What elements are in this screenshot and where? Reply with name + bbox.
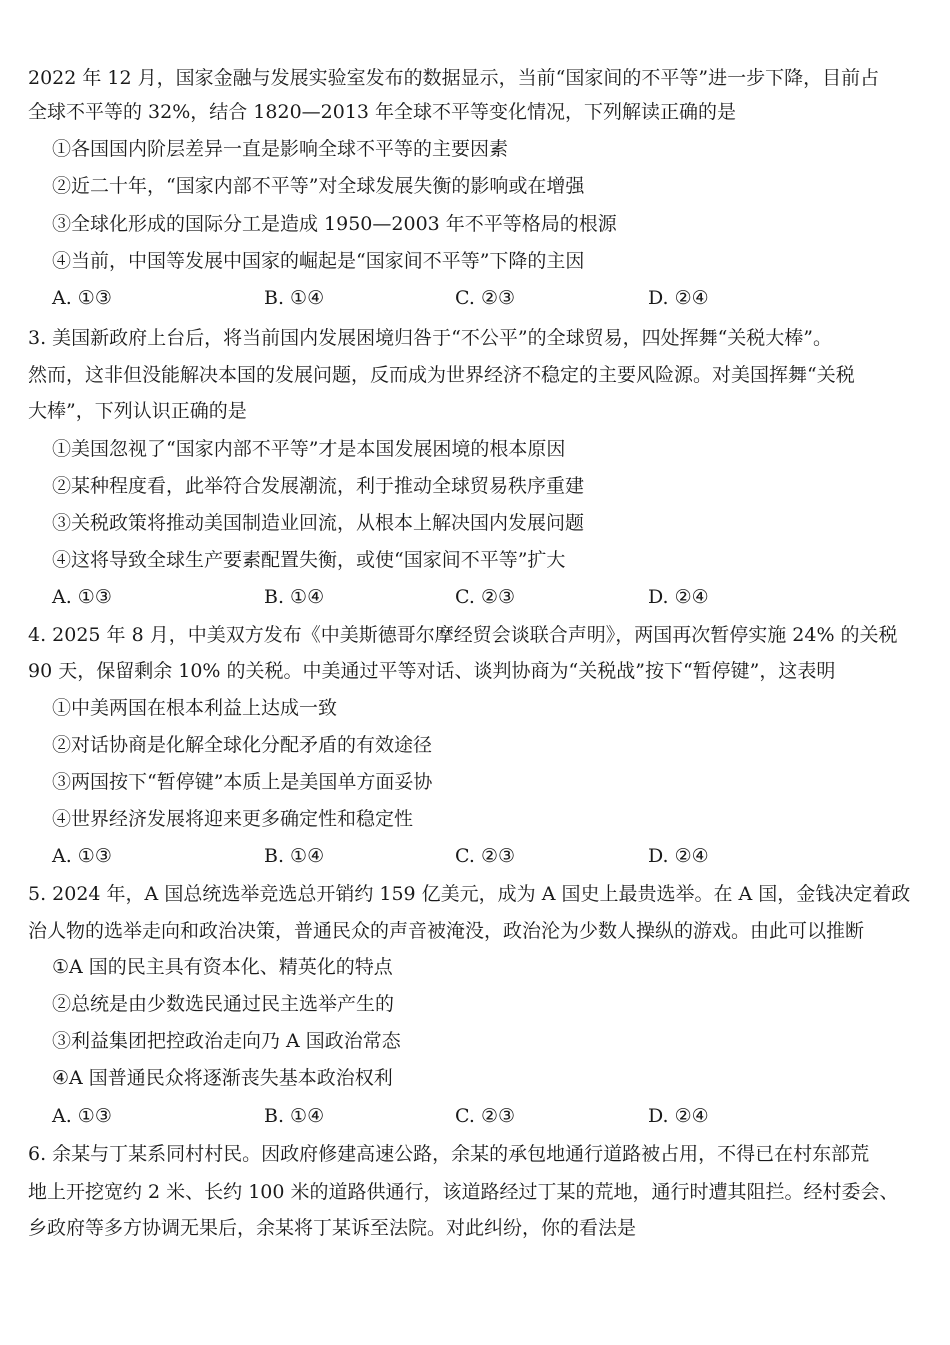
- option-2: ②某种程度看，此举符合发展潮流，利于推动全球贸易秩序重建: [52, 475, 585, 497]
- question-stem-line: 2022 年 12 月，国家金融与发展实验室发布的数据显示，当前“国家间的不平等”进一步下降，目前占: [28, 67, 880, 89]
- option-3: ③全球化形成的国际分工是造成 1950—2003 年不平等格局的根源: [52, 213, 617, 235]
- question-stem-line: 全球不平等的 32%，结合 1820—2013 年全球不平等变化情况，下列解读正确的是: [28, 101, 737, 123]
- choice-a: A. ①③: [52, 586, 112, 608]
- question-stem-line: 3. 美国新政府上台后，将当前国内发展困境归咎于“不公平”的全球贸易，四处挥舞“关税大棒”。: [28, 327, 833, 349]
- option-1: ①各国国内阶层差异一直是影响全球不平等的主要因素: [52, 138, 509, 160]
- option-4: ④世界经济发展将迎来更多确定性和稳定性: [52, 808, 414, 830]
- question-stem-line: 4. 2025 年 8 月，中美双方发布《中美斯德哥尔摩经贸会谈联合声明》，两国再次暂停实施 24% 的关税: [28, 624, 898, 646]
- option-4: ④这将导致全球生产要素配置失衡，或使“国家间不平等”扩大: [52, 549, 566, 571]
- choice-b: B. ①④: [264, 287, 325, 309]
- answer-choices: [52, 1104, 932, 1128]
- answer-choices: [52, 844, 932, 868]
- choice-c: C. ②③: [455, 1105, 516, 1127]
- option-2: ②总统是由少数选民通过民主选举产生的: [52, 993, 395, 1015]
- question-stem-line: 6. 余某与丁某系同村村民。因政府修建高速公路，余某的承包地通行道路被占用，不得已在村东部荒: [28, 1143, 870, 1165]
- choice-c: C. ②③: [455, 586, 516, 608]
- answer-choices: [52, 286, 932, 310]
- choice-b: B. ①④: [264, 1105, 325, 1127]
- choice-b: B. ①④: [264, 586, 325, 608]
- option-2: ②对话协商是化解全球化分配矛盾的有效途径: [52, 734, 433, 756]
- option-1: ①中美两国在根本利益上达成一致: [52, 697, 338, 719]
- option-1: ①A 国的民主具有资本化、精英化的特点: [52, 956, 393, 978]
- choice-d: D. ②④: [648, 1105, 709, 1127]
- option-4: ④当前，中国等发展中国家的崛起是“国家间不平等”下降的主因: [52, 250, 585, 272]
- option-3: ③两国按下“暂停键”本质上是美国单方面妥协: [52, 771, 433, 793]
- question-stem-line: 然而，这非但没能解决本国的发展问题，反而成为世界经济不稳定的主要风险源。对美国挥舞“关税: [28, 364, 855, 386]
- choice-a: A. ①③: [52, 1105, 112, 1127]
- option-3: ③关税政策将推动美国制造业回流，从根本上解决国内发展问题: [52, 512, 585, 534]
- choice-d: D. ②④: [648, 287, 709, 309]
- question-stem-line: 地上开挖宽约 2 米、长约 100 米的道路供通行，该道路经过丁某的荒地，通行时遭其阻拦。经村委会、: [28, 1181, 899, 1203]
- choice-a: A. ①③: [52, 845, 112, 867]
- answer-choices: [52, 585, 932, 609]
- question-stem-line: 治人物的选举走向和政治决策，普通民众的声音被淹没，政治沦为少数人操纵的游戏。由此可以推断: [28, 920, 865, 942]
- choice-a: A. ①③: [52, 287, 112, 309]
- choice-c: C. ②③: [455, 845, 516, 867]
- question-stem-line: 大棒”，下列认识正确的是: [28, 400, 247, 422]
- option-1: ①美国忽视了“国家内部不平等”才是本国发展困境的根本原因: [52, 438, 566, 460]
- question-stem-line: 90 天，保留剩余 10% 的关税。中美通过平等对话、谈判协商为“关税战”按下“暂停键”，这表明: [28, 660, 836, 682]
- choice-c: C. ②③: [455, 287, 516, 309]
- question-stem-line: 5. 2024 年，A 国总统选举竞选总开销约 159 亿美元，成为 A 国史上最贵选举。在 A 国，金钱决定着政: [28, 883, 911, 905]
- choice-d: D. ②④: [648, 845, 709, 867]
- choice-b: B. ①④: [264, 845, 325, 867]
- choice-d: D. ②④: [648, 586, 709, 608]
- question-stem-line: 乡政府等多方协调无果后，余某将丁某诉至法院。对此纠纷，你的看法是: [28, 1217, 637, 1239]
- option-2: ②近二十年，“国家内部不平等”对全球发展失衡的影响或在增强: [52, 175, 585, 197]
- option-4: ④A 国普通民众将逐渐丧失基本政治权利: [52, 1067, 393, 1089]
- option-3: ③利益集团把控政治走向乃 A 国政治常态: [52, 1030, 401, 1052]
